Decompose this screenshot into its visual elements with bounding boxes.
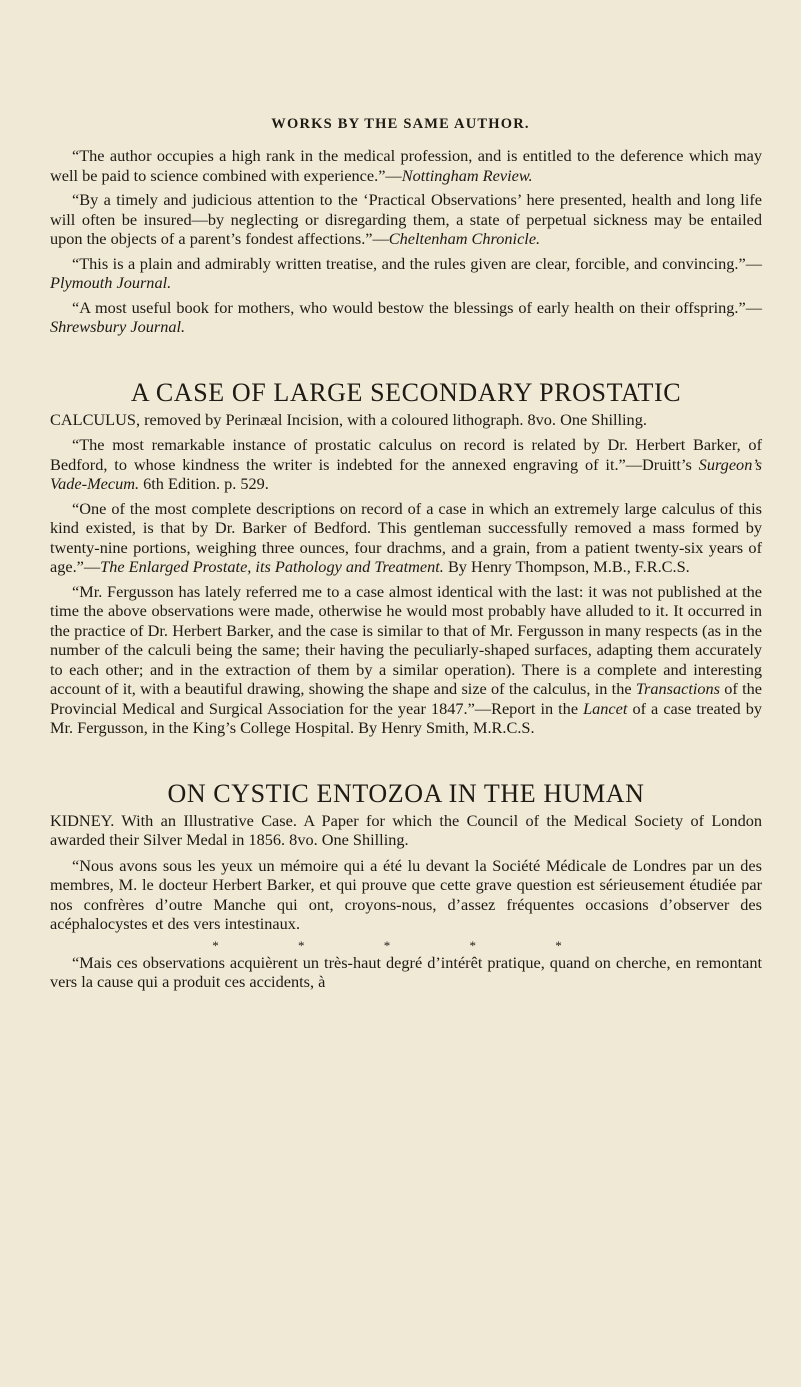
excerpt-druitt <box>50 435 762 494</box>
review-text: “By a timely and judicious attention to the ‘Practical Observations’ here presented, health and long life will often be insured—by neglecting or disregarding them, a state of perpetual sickness may be entailed upon the objects of a parent’s fondest affections.”— <box>50 190 762 248</box>
review-source: Shrewsbury Journal. <box>50 317 186 336</box>
excerpt-text: of the Provincial Medical and Surgical Association for the year 1847.”—Report in the <box>50 679 763 718</box>
review-source: Nottingham Review. <box>401 165 533 185</box>
excerpt-source: Lancet <box>583 698 628 718</box>
excerpt-text: “Mr. Fergusson has lately referred me to a case almost identical with the last: it was not published at the time the above observations were made, otherwise he would most probably have alluded to it. It occurred in the practice of Dr. Herbert Barker, and the case is similar to that of Mr. Fergusson in many respects (as in the number of the calculi being the same; their having the peculiarly-shaped surfaces, adapting them accurately to each other; and in the extraction of them by a similar operation). There is a complete and interesting account of it, with a beautiful drawing, showing the shape and size of the calculus, in the <box>50 581 762 698</box>
excerpt-text: “The most remarkable instance of prostatic calculus on record is related by Dr. Herbert Barker, of Bedford, to whose kindness the writer is indebted for the annexed engraving of it.”—Druitt’s <box>50 435 762 474</box>
review-quote <box>50 254 762 293</box>
excerpt-thompson <box>50 499 762 577</box>
running-head: WORKS BY THE SAME AUTHOR. <box>271 116 530 132</box>
excerpt-text: “One of the most complete descriptions on record of a case in which an extremely large calculus of this kind existed, is that by Dr. Barker of Bedford. This gentleman successfully removed a mass formed by twenty-nine portions, weighing three ounces, four drachms, and a grain, from a patient twenty-six years of age.”— <box>50 498 762 576</box>
excerpt-french-1: “Nous avons sous les yeux un mémoire qui a été lu devant la Société Médicale de Londres par un des membres, M. le docteur Herbert Barker, et qui prouve que cette grave question est sérieusement étudiée par nos confrères d’outre Manche qui ont, croyons-nous, d’assez fréquentes occasions d’observer des acéphalocystes et des vers intestinaux. <box>50 855 762 933</box>
review-text: “This is a plain and admirably written treatise, and the rules given are clear, forcible, and convincing.”— <box>72 253 762 273</box>
excerpt-source: Transactions <box>635 679 720 698</box>
excerpt-lancet <box>50 582 762 738</box>
section-title-prostatic: A CASE OF LARGE SECONDARY PROSTATIC <box>130 377 682 407</box>
review-source: Plymouth Journal. <box>50 273 172 292</box>
review-source: Cheltenham Chronicle. <box>388 229 541 248</box>
section-subtitle-prostatic: CALCULUS, removed by Perinæal Incision, with a coloured lithograph. 8vo. One Shilling. <box>50 409 647 429</box>
review-text: “The author occupies a high rank in the medical profession, and is entitled to the deference which may well be paid to science combined with experience.”— <box>50 146 762 185</box>
section-subtitle-entozoa: KIDNEY. With an Illustrative Case. A Paper for which the Council of the Medical Society of London awarded their Silver Medal in 1856. 8vo. One Shilling. <box>50 810 762 849</box>
section-break-stars: * * * * * <box>212 937 600 953</box>
excerpt-french-2: “Mais ces observations acquièrent un très-haut degré d’intérêt pratique, quand on cherche, en remontant vers la cause qui a produit ces accidents, à <box>50 952 762 991</box>
excerpt-source: The Enlarged Prostate, its Pathology and Treatment. <box>100 557 444 576</box>
review-quote <box>50 146 762 185</box>
excerpt-text: By Henry Thompson, M.B., F.R.C.S. <box>443 557 690 576</box>
review-quote <box>50 190 762 249</box>
review-quote <box>50 298 762 337</box>
section-title-entozoa: ON CYSTIC ENTOZOA IN THE HUMAN <box>167 778 645 808</box>
page-body <box>50 146 762 997</box>
review-text: “A most useful book for mothers, who would bestow the blessings of early health on their offspring.”— <box>72 297 762 317</box>
excerpt-text: of a case treated by Mr. Fergusson, in the King’s College Hospital. By Henry Smith, M.R.C.S. <box>50 698 762 737</box>
excerpt-text: 6th Edition. p. 529. <box>139 474 269 493</box>
excerpt-source: Surgeon’s Vade-Mecum. <box>50 454 762 493</box>
